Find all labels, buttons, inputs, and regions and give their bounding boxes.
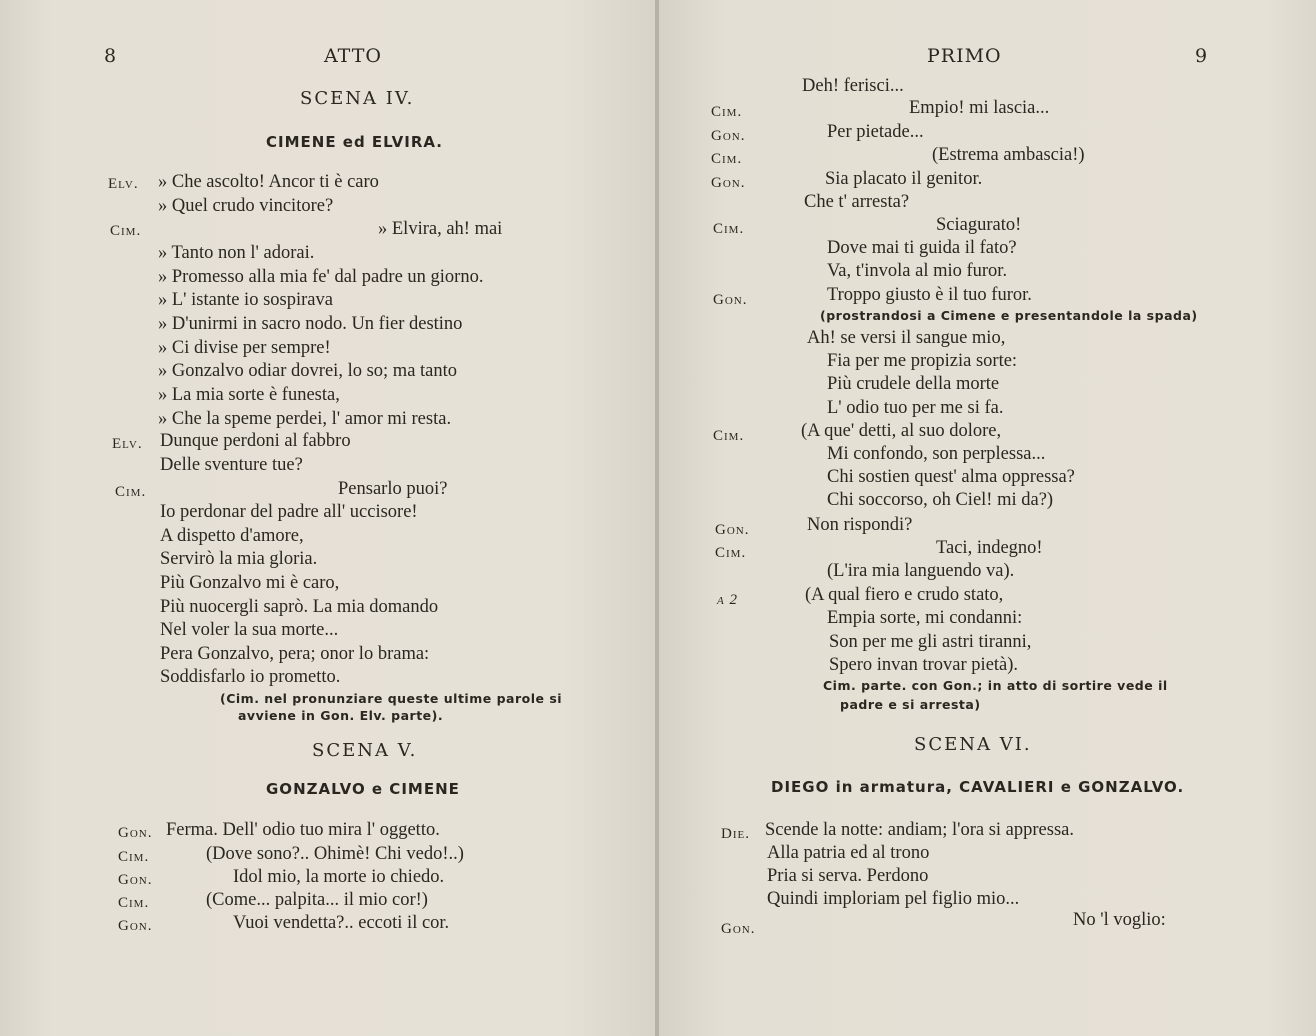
verse-line: (Dove sono?.. Ohimè! Chi vedo!..): [206, 844, 464, 864]
verse-line: Mi confondo, son perplessa...: [827, 444, 1046, 464]
verse-line: L' odio tuo per me si fa.: [827, 398, 1004, 418]
speaker: Gon.: [713, 292, 748, 308]
scene-cast: GONZALVO e CIMENE: [266, 780, 460, 798]
verse-line: » La mia sorte è funesta,: [158, 385, 340, 405]
verse-line: » Quel crudo vincitore?: [158, 196, 334, 216]
stage-direction: avviene in Gon. Elv. parte).: [238, 708, 444, 723]
speaker: a 2: [717, 592, 738, 608]
speaker: Elv.: [108, 176, 139, 192]
verse-line: (A qual fiero e crudo stato,: [805, 585, 1004, 605]
verse-line: Non rispondi?: [807, 515, 913, 535]
verse-line: » Che la speme perdei, l' amor mi resta.: [158, 409, 452, 429]
stage-direction: (prostrandosi a Cimene e presentandole la spada): [820, 308, 1198, 323]
scene-cast: DIEGO in armatura, CAVALIERI e GONZALVO.: [771, 778, 1185, 796]
speaker: Gon.: [118, 918, 153, 934]
speaker: Gon.: [721, 921, 756, 937]
stage-direction: padre e si arresta): [840, 697, 981, 712]
verse-line: Dunque perdoni al fabbro: [160, 431, 351, 451]
verse-line: Chi soccorso, oh Ciel! mi da?): [827, 490, 1054, 510]
running-head: ATTO: [324, 45, 382, 67]
verse-line: Idol mio, la morte io chiedo.: [233, 867, 445, 887]
speaker: Gon.: [118, 825, 153, 841]
verse-line: Dove mai ti guida il fato?: [827, 238, 1017, 258]
left-page: [0, 0, 657, 1036]
verse-line: » Tanto non l' adorai.: [158, 243, 315, 263]
verse-line: (Come... palpita... il mio cor!): [206, 890, 428, 910]
speaker: Cim.: [715, 545, 747, 561]
verse-line: Empio! mi lascia...: [909, 98, 1050, 118]
verse-line: Sciagurato!: [936, 215, 1022, 235]
verse-line: » Gonzalvo odiar dovrei, lo so; ma tanto: [158, 361, 458, 381]
verse-line: Spero invan trovar pietà).: [829, 655, 1019, 675]
verse-line: Servirò la mia gloria.: [160, 549, 318, 569]
verse-line: Soddisfarlo io prometto.: [160, 667, 341, 687]
scene-title: SCENA IV.: [300, 88, 415, 109]
verse-line: Più nuocergli saprò. La mia domando: [160, 597, 439, 617]
verse-line: Pera Gonzalvo, pera; onor lo brama:: [160, 644, 430, 664]
verse-line: Io perdonar del padre all' uccisore!: [160, 502, 418, 522]
speaker: Cim.: [118, 895, 150, 911]
verse-line: Taci, indegno!: [936, 538, 1043, 558]
verse-line: Più crudele della morte: [827, 374, 1000, 394]
page-number: 8: [104, 45, 118, 67]
scene-title: SCENA V.: [312, 740, 418, 761]
speaker: Cim.: [115, 484, 147, 500]
verse-line: Ferma. Dell' odio tuo mira l' oggetto.: [166, 820, 440, 840]
verse-line: Chi sostien quest' alma oppressa?: [827, 467, 1075, 487]
stage-direction: (Cim. nel pronunziare queste ultime parole si: [220, 691, 563, 706]
verse-line: » Ci divise per sempre!: [158, 338, 331, 358]
verse-line: Più Gonzalvo mi è caro,: [160, 573, 340, 593]
verse-line: » Che ascolto! Ancor ti è caro: [158, 172, 379, 192]
speaker: Cim.: [711, 151, 743, 167]
verse-line: Pria si serva. Perdono: [767, 866, 929, 886]
verse-line: A dispetto d'amore,: [160, 526, 304, 546]
verse-line: Fia per me propizia sorte:: [827, 351, 1018, 371]
speaker: Gon.: [118, 872, 153, 888]
scene-title: SCENA VI.: [914, 734, 1032, 755]
verse-line: Scende la notte: andiam; l'ora si appressa.: [765, 820, 1074, 840]
verse-line: Alla patria ed al trono: [767, 843, 930, 863]
speaker: Gon.: [711, 175, 746, 191]
speaker: Cim.: [118, 849, 150, 865]
verse-line: No 'l voglio:: [1073, 910, 1166, 930]
verse-line: Ah! se versi il sangue mio,: [807, 328, 1006, 348]
verse-line: Troppo giusto è il tuo furor.: [827, 285, 1032, 305]
verse-line: » D'unirmi in sacro nodo. Un fier destino: [158, 314, 463, 334]
verse-line: Per pietade...: [827, 122, 924, 142]
speaker: Elv.: [112, 436, 143, 452]
speaker: Cim.: [713, 221, 745, 237]
stage-direction: Cim. parte. con Gon.; in atto di sortire vede il: [823, 678, 1168, 693]
verse-line: Delle sventure tue?: [160, 455, 303, 475]
running-head: PRIMO: [927, 45, 1002, 67]
scene-cast: CIMENE ed ELVIRA.: [266, 133, 443, 151]
speaker: Gon.: [711, 128, 746, 144]
verse-line: Vuoi vendetta?.. eccoti il cor.: [233, 913, 450, 933]
verse-line: Quindi imploriam pel figlio mio...: [767, 889, 1020, 909]
verse-line: Pensarlo puoi?: [338, 479, 448, 499]
page-number: 9: [1195, 45, 1209, 67]
verse-line: (Estrema ambascia!): [932, 145, 1085, 165]
speaker: Cim.: [110, 223, 142, 239]
verse-line: Sia placato il genitor.: [825, 169, 983, 189]
right-page: [659, 0, 1316, 1036]
verse-line: » L' istante io sospirava: [158, 290, 333, 310]
verse-line: » Elvira, ah! mai: [378, 219, 503, 239]
verse-line: Va, t'invola al mio furor.: [827, 261, 1008, 281]
verse-line: Empia sorte, mi condanni:: [827, 608, 1023, 628]
verse-line: Son per me gli astri tiranni,: [829, 632, 1032, 652]
verse-line: » Promesso alla mia fe' dal padre un giorno.: [158, 267, 484, 287]
verse-line: (A que' detti, al suo dolore,: [801, 421, 1002, 441]
verse-line: (L'ira mia languendo va).: [827, 561, 1015, 581]
speaker: Cim.: [713, 428, 745, 444]
speaker: Gon.: [715, 522, 750, 538]
speaker: Cim.: [711, 104, 743, 120]
verse-line: Che t' arresta?: [804, 192, 910, 212]
verse-line: Deh! ferisci...: [802, 76, 904, 96]
verse-line: Nel voler la sua morte...: [160, 620, 339, 640]
speaker: Die.: [721, 826, 750, 842]
